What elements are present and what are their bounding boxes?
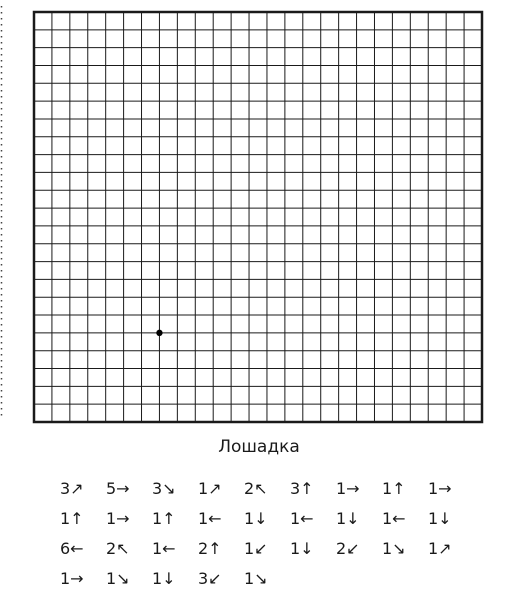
grid-border	[34, 12, 482, 422]
grid-svg	[32, 10, 484, 424]
step-item: 2↖	[244, 479, 268, 498]
step-item: 1↘	[382, 539, 406, 558]
step-item: 1↓	[428, 509, 452, 528]
step-item: 1→	[60, 569, 84, 588]
step-item: 1↑	[152, 509, 176, 528]
step-item: 1↓	[336, 509, 360, 528]
step-item: 1↓	[244, 509, 268, 528]
step-item: 1↓	[290, 539, 314, 558]
drawing-grid	[32, 10, 484, 424]
step-item: 2↑	[198, 539, 222, 558]
step-item: 1↘	[244, 569, 268, 588]
step-item: 2↙	[336, 539, 360, 558]
step-item: 1←	[152, 539, 176, 558]
step-item: 1←	[198, 509, 222, 528]
step-item: 1→	[428, 479, 452, 498]
step-item: 1→	[336, 479, 360, 498]
step-item: 3↙	[198, 569, 222, 588]
step-item: 1↑	[382, 479, 406, 498]
step-item: 3↗	[60, 479, 84, 498]
step-item: 1↓	[152, 569, 176, 588]
step-item: 1↗	[198, 479, 222, 498]
step-item: 2↖	[106, 539, 130, 558]
step-item: 1↙	[244, 539, 268, 558]
step-item: 1↘	[106, 569, 130, 588]
picture-title: Лошадка	[218, 437, 300, 457]
step-item: 1↑	[60, 509, 84, 528]
step-item: 1→	[106, 509, 130, 528]
step-item: 6←	[60, 539, 84, 558]
step-item: 1↗	[428, 539, 452, 558]
dotted-cut-line	[0, 0, 4, 420]
step-item: 3↘	[152, 479, 176, 498]
step-item: 1←	[382, 509, 406, 528]
start-point-dot	[156, 330, 162, 336]
step-item: 1←	[290, 509, 314, 528]
step-item: 3↑	[290, 479, 314, 498]
step-item: 5→	[106, 479, 130, 498]
